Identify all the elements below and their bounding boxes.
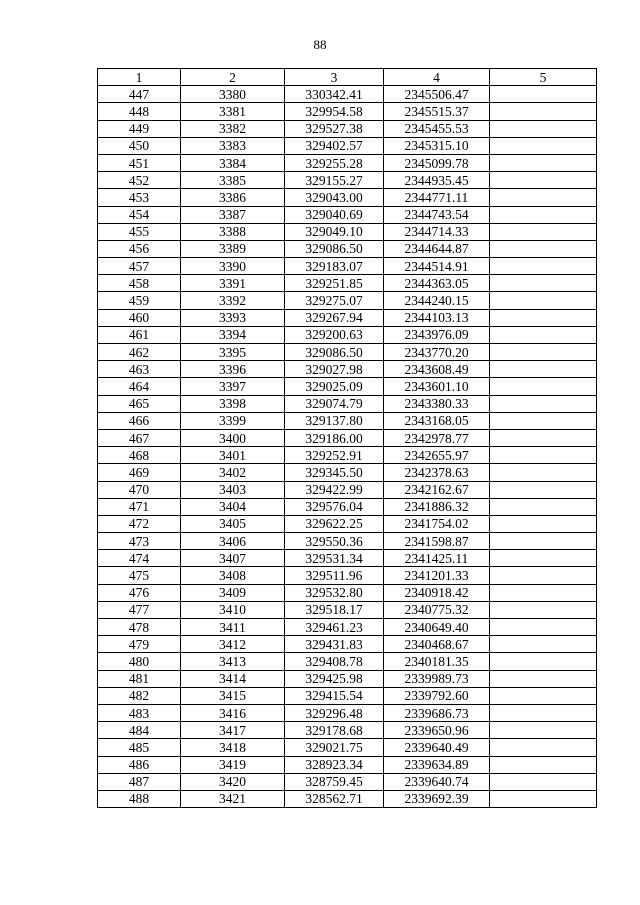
table-cell-col-5 [490, 206, 597, 223]
table-cell-col-4: 2343380.33 [384, 395, 490, 412]
table-cell-col-1: 455 [98, 223, 181, 240]
table-cell-col-1: 473 [98, 533, 181, 550]
table-cell-col-3: 329402.57 [285, 137, 384, 154]
table-cell-col-1: 485 [98, 739, 181, 756]
table-cell-col-4: 2341754.02 [384, 515, 490, 532]
table-row [98, 653, 597, 670]
table-cell-col-2: 3382 [181, 120, 285, 137]
table-cell-col-4: 2345099.78 [384, 154, 490, 171]
table-cell-col-3: 328759.45 [285, 773, 384, 790]
table-cell-col-4: 2339989.73 [384, 670, 490, 687]
table-cell-col-5 [490, 309, 597, 326]
table-row [98, 395, 597, 412]
table-row [98, 103, 597, 120]
table-cell-col-5 [490, 464, 597, 481]
table-row [98, 670, 597, 687]
table-cell-col-1: 469 [98, 464, 181, 481]
table-cell-col-4: 2344363.05 [384, 275, 490, 292]
table-cell-col-3: 329531.34 [285, 550, 384, 567]
table-cell-col-2: 3380 [181, 86, 285, 103]
table-cell-col-1: 456 [98, 240, 181, 257]
column-header-3: 3 [285, 69, 384, 86]
table-cell-col-3: 329155.27 [285, 172, 384, 189]
table-row [98, 533, 597, 550]
table-cell-col-1: 476 [98, 584, 181, 601]
table-cell-col-2: 3402 [181, 464, 285, 481]
table-cell-col-1: 458 [98, 275, 181, 292]
table-cell-col-2: 3419 [181, 756, 285, 773]
column-header-2: 2 [181, 69, 285, 86]
table-cell-col-5 [490, 739, 597, 756]
table-cell-col-3: 329275.07 [285, 292, 384, 309]
table-cell-col-5 [490, 687, 597, 704]
table-cell-col-1: 484 [98, 722, 181, 739]
table-cell-col-1: 487 [98, 773, 181, 790]
table-cell-col-3: 329025.09 [285, 378, 384, 395]
table-cell-col-5 [490, 154, 597, 171]
table-cell-col-1: 488 [98, 790, 181, 807]
table-cell-col-1: 474 [98, 550, 181, 567]
table-cell-col-5 [490, 481, 597, 498]
table-row [98, 481, 597, 498]
table-row [98, 464, 597, 481]
table-row [98, 378, 597, 395]
table-cell-col-3: 330342.41 [285, 86, 384, 103]
table-cell-col-5 [490, 240, 597, 257]
table-cell-col-4: 2341201.33 [384, 567, 490, 584]
table-cell-col-5 [490, 447, 597, 464]
table-cell-col-2: 3384 [181, 154, 285, 171]
table-cell-col-1: 462 [98, 344, 181, 361]
table-cell-col-2: 3412 [181, 636, 285, 653]
table-cell-col-4: 2340468.67 [384, 636, 490, 653]
table-cell-col-5 [490, 86, 597, 103]
table-cell-col-4: 2340775.32 [384, 601, 490, 618]
table-cell-col-4: 2339650.96 [384, 722, 490, 739]
table-cell-col-5 [490, 567, 597, 584]
table-cell-col-4: 2340918.42 [384, 584, 490, 601]
table-cell-col-5 [490, 258, 597, 275]
table-cell-col-1: 481 [98, 670, 181, 687]
table-cell-col-1: 486 [98, 756, 181, 773]
table-cell-col-2: 3410 [181, 601, 285, 618]
table-cell-col-3: 329251.85 [285, 275, 384, 292]
table-cell-col-1: 452 [98, 172, 181, 189]
table-row [98, 361, 597, 378]
table-cell-col-5 [490, 790, 597, 807]
table-row [98, 86, 597, 103]
table-cell-col-3: 329954.58 [285, 103, 384, 120]
table-body [98, 86, 597, 808]
table-cell-col-4: 2339640.74 [384, 773, 490, 790]
table-cell-col-5 [490, 395, 597, 412]
table-cell-col-5 [490, 429, 597, 446]
table-cell-col-3: 329252.91 [285, 447, 384, 464]
table-cell-col-5 [490, 515, 597, 532]
table-cell-col-2: 3387 [181, 206, 285, 223]
column-header-4: 4 [384, 69, 490, 86]
table-cell-col-3: 329049.10 [285, 223, 384, 240]
table-cell-col-1: 467 [98, 429, 181, 446]
table-cell-col-2: 3407 [181, 550, 285, 567]
table-cell-col-2: 3393 [181, 309, 285, 326]
table-cell-col-4: 2344644.87 [384, 240, 490, 257]
table-cell-col-5 [490, 584, 597, 601]
table-cell-col-3: 329086.50 [285, 344, 384, 361]
table-cell-col-1: 449 [98, 120, 181, 137]
table-cell-col-2: 3381 [181, 103, 285, 120]
table-cell-col-2: 3421 [181, 790, 285, 807]
table-cell-col-4: 2341598.87 [384, 533, 490, 550]
table-row [98, 275, 597, 292]
table-cell-col-3: 329461.23 [285, 619, 384, 636]
table-cell-col-4: 2340649.40 [384, 619, 490, 636]
table-cell-col-2: 3409 [181, 584, 285, 601]
table-cell-col-3: 329086.50 [285, 240, 384, 257]
table-cell-col-1: 479 [98, 636, 181, 653]
table-cell-col-1: 480 [98, 653, 181, 670]
table-cell-col-5 [490, 292, 597, 309]
table-cell-col-5 [490, 601, 597, 618]
table-row [98, 790, 597, 807]
table-cell-col-1: 477 [98, 601, 181, 618]
table-cell-col-4: 2341886.32 [384, 498, 490, 515]
table-cell-col-3: 329183.07 [285, 258, 384, 275]
table-cell-col-4: 2344771.11 [384, 189, 490, 206]
table-cell-col-1: 450 [98, 137, 181, 154]
table-cell-col-2: 3392 [181, 292, 285, 309]
table-cell-col-2: 3420 [181, 773, 285, 790]
table-row [98, 619, 597, 636]
table-cell-col-2: 3391 [181, 275, 285, 292]
table-cell-col-5 [490, 172, 597, 189]
table-cell-col-3: 329425.98 [285, 670, 384, 687]
table-row [98, 120, 597, 137]
table-cell-col-2: 3394 [181, 326, 285, 343]
table-cell-col-5 [490, 120, 597, 137]
table-cell-col-4: 2343601.10 [384, 378, 490, 395]
table-cell-col-2: 3401 [181, 447, 285, 464]
table-cell-col-3: 329431.83 [285, 636, 384, 653]
table-cell-col-5 [490, 756, 597, 773]
table-cell-col-3: 329200.63 [285, 326, 384, 343]
table-row [98, 722, 597, 739]
table-cell-col-5 [490, 670, 597, 687]
table-cell-col-4: 2343976.09 [384, 326, 490, 343]
table-cell-col-2: 3408 [181, 567, 285, 584]
table-cell-col-3: 329255.28 [285, 154, 384, 171]
table-cell-col-3: 329178.68 [285, 722, 384, 739]
table-cell-col-4: 2339692.39 [384, 790, 490, 807]
table-cell-col-5 [490, 103, 597, 120]
table-cell-col-5 [490, 550, 597, 567]
table-row [98, 309, 597, 326]
table-cell-col-2: 3404 [181, 498, 285, 515]
table-cell-col-4: 2345515.37 [384, 103, 490, 120]
table-cell-col-2: 3405 [181, 515, 285, 532]
coordinates-table [97, 68, 597, 808]
table-row [98, 154, 597, 171]
table-cell-col-2: 3385 [181, 172, 285, 189]
table-row [98, 601, 597, 618]
table-cell-col-3: 329518.17 [285, 601, 384, 618]
table-cell-col-4: 2341425.11 [384, 550, 490, 567]
column-header-1: 1 [98, 69, 181, 86]
table-row [98, 773, 597, 790]
table-cell-col-5 [490, 344, 597, 361]
table-cell-col-3: 329576.04 [285, 498, 384, 515]
table-cell-col-2: 3413 [181, 653, 285, 670]
table-cell-col-2: 3388 [181, 223, 285, 240]
table-cell-col-3: 329527.38 [285, 120, 384, 137]
table-cell-col-4: 2339640.49 [384, 739, 490, 756]
table-cell-col-2: 3399 [181, 412, 285, 429]
table-cell-col-2: 3383 [181, 137, 285, 154]
table-cell-col-5 [490, 412, 597, 429]
table-cell-col-3: 329186.00 [285, 429, 384, 446]
table-cell-col-1: 470 [98, 481, 181, 498]
table-cell-col-3: 328562.71 [285, 790, 384, 807]
table-cell-col-5 [490, 704, 597, 721]
table-row [98, 498, 597, 515]
table-cell-col-1: 453 [98, 189, 181, 206]
table-cell-col-3: 329074.79 [285, 395, 384, 412]
table-cell-col-4: 2342655.97 [384, 447, 490, 464]
column-header-5: 5 [490, 69, 597, 86]
table-cell-col-5 [490, 189, 597, 206]
table-cell-col-2: 3418 [181, 739, 285, 756]
table-cell-col-5 [490, 223, 597, 240]
table-cell-col-2: 3398 [181, 395, 285, 412]
table-cell-col-5 [490, 653, 597, 670]
table-cell-col-1: 459 [98, 292, 181, 309]
table-cell-col-5 [490, 275, 597, 292]
table-row [98, 636, 597, 653]
table-cell-col-4: 2342162.67 [384, 481, 490, 498]
table-row [98, 429, 597, 446]
table-cell-col-3: 329040.69 [285, 206, 384, 223]
table-row [98, 567, 597, 584]
table-row [98, 189, 597, 206]
table-cell-col-2: 3415 [181, 687, 285, 704]
table-cell-col-5 [490, 137, 597, 154]
table-cell-col-3: 329021.75 [285, 739, 384, 756]
table-cell-col-4: 2343770.20 [384, 344, 490, 361]
table-cell-col-3: 329408.78 [285, 653, 384, 670]
table-row [98, 447, 597, 464]
table-cell-col-4: 2339634.89 [384, 756, 490, 773]
table-cell-col-2: 3414 [181, 670, 285, 687]
table-cell-col-1: 464 [98, 378, 181, 395]
table-cell-col-3: 329267.94 [285, 309, 384, 326]
table-cell-col-3: 329137.80 [285, 412, 384, 429]
table-cell-col-4: 2344714.33 [384, 223, 490, 240]
table-cell-col-2: 3386 [181, 189, 285, 206]
table-row [98, 344, 597, 361]
table-cell-col-5 [490, 361, 597, 378]
table-cell-col-1: 461 [98, 326, 181, 343]
table-cell-col-4: 2344743.54 [384, 206, 490, 223]
table-cell-col-2: 3396 [181, 361, 285, 378]
table-cell-col-1: 471 [98, 498, 181, 515]
table-cell-col-2: 3403 [181, 481, 285, 498]
table-row [98, 206, 597, 223]
table-cell-col-3: 329511.96 [285, 567, 384, 584]
table-cell-col-5 [490, 533, 597, 550]
table-cell-col-3: 329622.25 [285, 515, 384, 532]
table-cell-col-4: 2344514.91 [384, 258, 490, 275]
table-cell-col-4: 2344240.15 [384, 292, 490, 309]
table-cell-col-1: 478 [98, 619, 181, 636]
table-cell-col-3: 329422.99 [285, 481, 384, 498]
table-cell-col-1: 475 [98, 567, 181, 584]
table-cell-col-3: 329345.50 [285, 464, 384, 481]
table-row [98, 240, 597, 257]
table-cell-col-1: 465 [98, 395, 181, 412]
table-cell-col-4: 2343168.05 [384, 412, 490, 429]
table-row [98, 258, 597, 275]
table-cell-col-3: 329550.36 [285, 533, 384, 550]
table-cell-col-1: 454 [98, 206, 181, 223]
table-cell-col-2: 3390 [181, 258, 285, 275]
table-row [98, 584, 597, 601]
table-row [98, 292, 597, 309]
table-cell-col-3: 329532.80 [285, 584, 384, 601]
table-cell-col-1: 457 [98, 258, 181, 275]
table-row [98, 550, 597, 567]
page-number: 88 [313, 37, 327, 52]
table-cell-col-2: 3411 [181, 619, 285, 636]
table-cell-col-5 [490, 498, 597, 515]
table-cell-col-5 [490, 722, 597, 739]
table-cell-col-4: 2345455.53 [384, 120, 490, 137]
table-cell-col-1: 466 [98, 412, 181, 429]
table-cell-col-2: 3395 [181, 344, 285, 361]
table-row [98, 412, 597, 429]
table-cell-col-1: 451 [98, 154, 181, 171]
table-header-row [98, 69, 597, 86]
table-cell-col-1: 468 [98, 447, 181, 464]
table-cell-col-4: 2345506.47 [384, 86, 490, 103]
table-cell-col-1: 472 [98, 515, 181, 532]
table-cell-col-4: 2344103.13 [384, 309, 490, 326]
table-row [98, 704, 597, 721]
table-cell-col-1: 483 [98, 704, 181, 721]
table-cell-col-5 [490, 378, 597, 395]
table-row [98, 172, 597, 189]
table-row [98, 515, 597, 532]
table-cell-col-2: 3389 [181, 240, 285, 257]
table-cell-col-3: 329043.00 [285, 189, 384, 206]
table-cell-col-5 [490, 619, 597, 636]
table-cell-col-3: 328923.34 [285, 756, 384, 773]
table-row [98, 687, 597, 704]
table-cell-col-4: 2342378.63 [384, 464, 490, 481]
table-cell-col-5 [490, 773, 597, 790]
table-cell-col-2: 3400 [181, 429, 285, 446]
table-row [98, 739, 597, 756]
table-cell-col-4: 2340181.35 [384, 653, 490, 670]
table-row [98, 326, 597, 343]
table-cell-col-1: 448 [98, 103, 181, 120]
table-cell-col-5 [490, 636, 597, 653]
table-cell-col-4: 2343608.49 [384, 361, 490, 378]
table-row [98, 137, 597, 154]
table-cell-col-2: 3417 [181, 722, 285, 739]
table-cell-col-2: 3397 [181, 378, 285, 395]
table-cell-col-1: 482 [98, 687, 181, 704]
table-cell-col-1: 460 [98, 309, 181, 326]
table-cell-col-4: 2342978.77 [384, 429, 490, 446]
table-cell-col-3: 329415.54 [285, 687, 384, 704]
table-cell-col-2: 3416 [181, 704, 285, 721]
table-row [98, 756, 597, 773]
table-cell-col-1: 463 [98, 361, 181, 378]
table-cell-col-1: 447 [98, 86, 181, 103]
table-cell-col-5 [490, 326, 597, 343]
table-cell-col-2: 3406 [181, 533, 285, 550]
table-cell-col-3: 329027.98 [285, 361, 384, 378]
table-cell-col-4: 2339686.73 [384, 704, 490, 721]
table-cell-col-4: 2339792.60 [384, 687, 490, 704]
table-cell-col-3: 329296.48 [285, 704, 384, 721]
table-cell-col-4: 2344935.45 [384, 172, 490, 189]
table-row [98, 223, 597, 240]
table-cell-col-4: 2345315.10 [384, 137, 490, 154]
